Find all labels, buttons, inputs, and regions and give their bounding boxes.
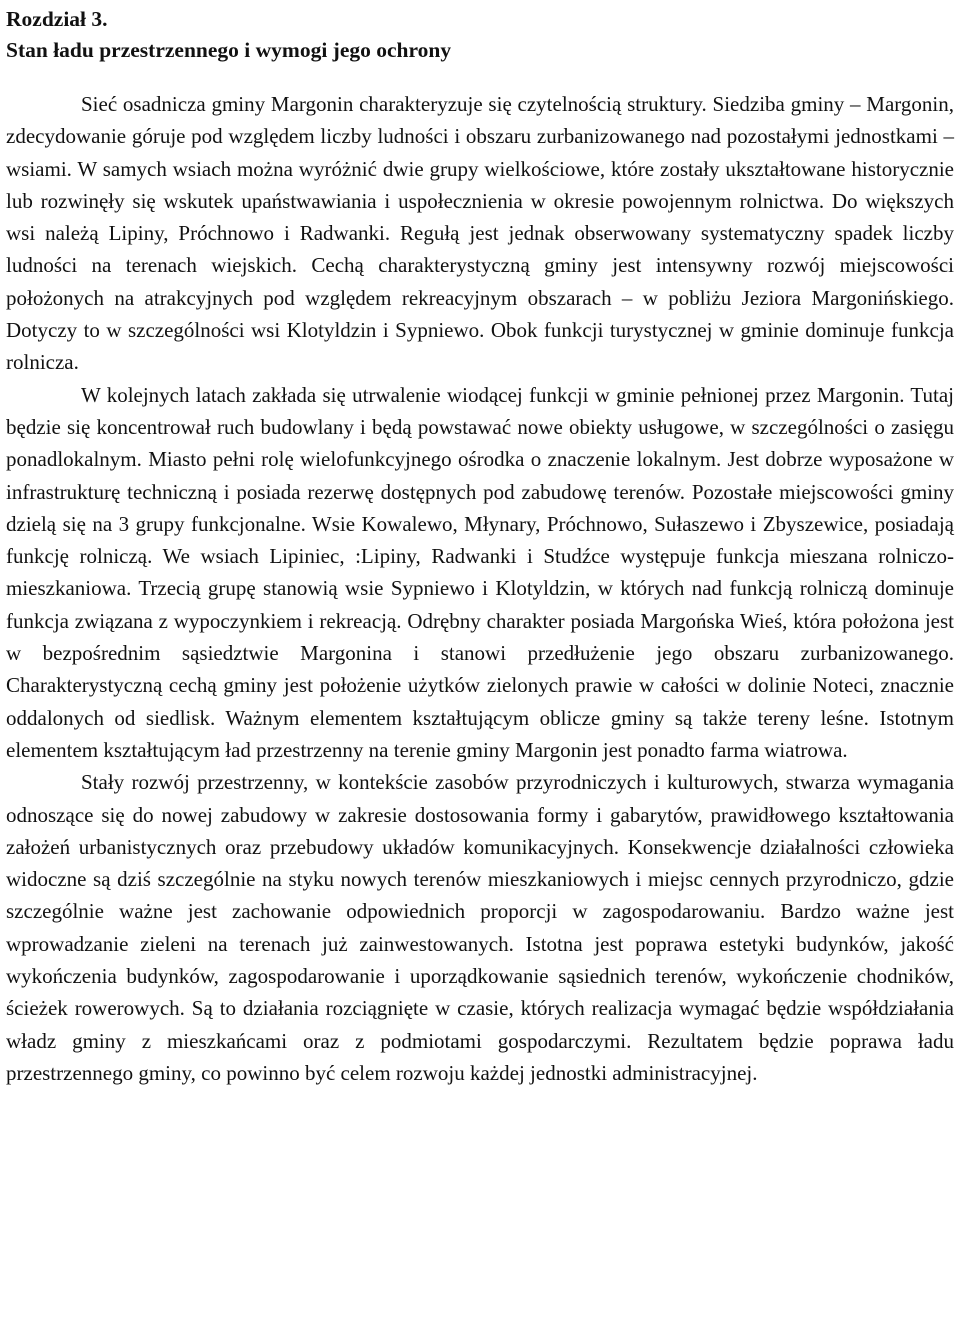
chapter-label: Rozdział 3. (6, 7, 108, 31)
paragraph-spatial-development: Stały rozwój przestrzenny, w kontekście zasobów przyrodniczych i kulturowych, stwarza wymagania odnoszące się do nowej zabudowy w zakresie dostosowania formy i gabarytów, prawidłowego kształtowania założeń urbanistycznych oraz przebudowy układów komunikacyjnych. Konsekwencje działalności człowieka widoczne są dziś szczególnie na styku nowych terenów mieszkaniowych i miejsc cennych przyrodniczo, gdzie szczególnie ważne jest zachowanie odpowiednich proporcji w zagospodarowaniu. Bardzo ważne jest wprowadzanie zieleni na terenach już zainwestowanych. Istotna jest poprawa estetyki budynków, jakość wykończenia budynków, zagospodarowanie i uporządkowanie sąsiednich terenów, wykończenie chodników, ścieżek rowerowych. Są to działania rozciągnięte w czasie, których realizacja wymagać będzie współdziałania władz gminy z mieszkańcami oraz z podmiotami gospodarczymi. Rezultatem będzie poprawa ładu przestrzennego gminy, co powinno być celem rozwoju każdej jednostki administracyjnej. (6, 770, 954, 1085)
paragraph-functional-structure: W kolejnych latach zakłada się utrwalenie wiodącej funkcji w gminie pełnionej przez Margonin. Tutaj będzie się koncentrował ruch budowlany i będą powstawać nowe obiekty usługowe, w szczególności o zasięgu ponadlokalnym. Miasto pełni rolę wielofunkcyjnego ośrodka o znaczenie lokalnym. Jest dobrze wyposażone w infrastrukturę techniczną i posiada rezerwę dostępnych pod zabudowę terenów. Pozostałe miejscowości gminy dzielą się na 3 grupy funkcjonalne. Wsie Kowalewo, Młynary, Próchnowo, Sułaszewo i Zbyszewice, posiadają funkcję rolniczą. We wsiach Lipiniec, :Lipiny, Radwanki i Studźce występuje funkcja mieszana rolniczo-mieszkaniowa. Trzecią grupę stanowią wsie Sypniewo i Klotyldzin, w których nad funkcją rolniczą dominuje funkcja związana z wypoczynkiem i rekreacją. Odrębny charakter posiada Margońska Wieś, która położona jest w bezpośrednim sąsiedztwie Margonina i stanowi przedłużenie jego obszaru zurbanizowanego. Charakterystyczną cechą gminy jest położenie użytków zielonych prawie w całości w dolinie Noteci, znacznie oddalonych od siedlisk. Ważnym elementem kształtującym oblicze gminy są także tereny leśne. Istotnym elementem kształtującym ład przestrzenny na terenie gminy Margonin jest ponadto farma wiatrowa. (6, 382, 954, 762)
chapter-title: Stan ładu przestrzennego i wymogi jego ochrony (6, 38, 452, 62)
paragraph-settlement-network: Sieć osadnicza gminy Margonin charakteryzuje się czytelnością struktury. Siedziba gminy – Margonin, zdecydowanie góruje pod względem liczby ludności i obszaru zurbanizowanego nad pozostałymi jednostkami – wsiami. W samych wsiach można wyróżnić dwie grupy wielkościowe, które zostały ukształtowane historycznie lub rozwinęły się wskutek upaństwawiania i uspołecznienia w okresie powojennym rolnictwa. Do większych wsi należą Lipiny, Próchnowo i Radwanki. Regułą jest jednak obserwowany systematyczny spadek liczby ludności na terenach wiejskich. Cechą charakterystyczną gminy jest intensywny rozwój miejscowości położonych na atrakcyjnych pod względem rekreacyjnym obszarach – w pobliżu Jeziora Margonińskiego. Dotyczy to w szczególności wsi Klotyldzin i Sypniewo. Obok funkcji turystycznej w gminie dominuje funkcja rolnicza. (6, 92, 954, 375)
document-page (6, 4, 954, 1089)
document-body (6, 88, 954, 1089)
